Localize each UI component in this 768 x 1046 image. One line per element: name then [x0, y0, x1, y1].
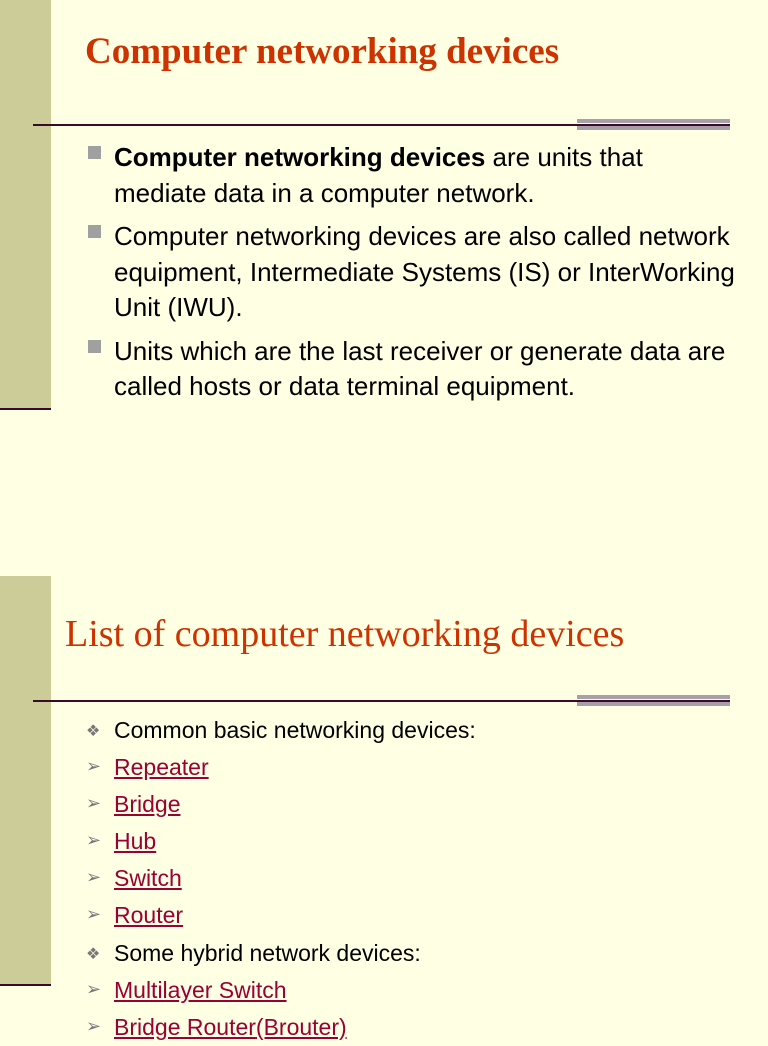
side-accent-bar: [0, 0, 51, 408]
multilayer-switch-link[interactable]: Multilayer Switch: [114, 976, 287, 1003]
router-link[interactable]: Router: [114, 902, 184, 929]
hub-link[interactable]: Hub: [114, 828, 157, 855]
bridge-router-link[interactable]: Bridge Router: [114, 1013, 256, 1040]
list-heading-text: Some hybrid network devices:: [114, 939, 421, 966]
bullet-item: [86, 140, 736, 211]
side-accent-bar: [0, 576, 51, 986]
repeater-link[interactable]: Repeater: [114, 754, 209, 781]
list-item: [86, 823, 736, 860]
list-heading: [86, 935, 736, 972]
arrow-bullet-icon: ➢: [86, 867, 102, 889]
arrow-bullet-icon: ➢: [86, 756, 102, 778]
bullet-text: are units that mediate data in a computer network.: [114, 142, 643, 208]
bullet-item: [86, 334, 736, 405]
diamond-bullet-icon: ❖: [86, 943, 101, 963]
list-item: [86, 860, 736, 897]
slide-1-title: Computer networking devices: [85, 31, 560, 72]
square-bullet-icon: [88, 146, 101, 159]
slide-2-title: List of computer networking devices: [65, 613, 625, 655]
list-item: [86, 749, 736, 786]
list-heading: [86, 712, 736, 749]
arrow-bullet-icon: ➢: [86, 1015, 102, 1037]
bridge-link[interactable]: Bridge: [114, 791, 181, 818]
list-heading-text: Common basic networking devices:: [114, 717, 476, 743]
brouter-link[interactable]: (Brouter): [255, 1013, 347, 1040]
title-divider-accent: [577, 695, 730, 709]
bullet-text: Computer networking devices are also called network equipment, Intermediate Systems (IS) or InterWorking Unit (IWU).: [114, 221, 735, 322]
bullet-bold-term: Computer networking devices: [114, 142, 486, 172]
side-accent-underline: [0, 984, 51, 986]
square-bullet-icon: [88, 225, 101, 238]
slide-2: [0, 576, 768, 1040]
switch-link[interactable]: Switch: [114, 865, 182, 892]
title-divider-accent: [577, 119, 730, 133]
list-item: [86, 786, 736, 823]
arrow-bullet-icon: ➢: [86, 830, 102, 852]
arrow-bullet-icon: ➢: [86, 904, 102, 926]
list-item: [86, 972, 736, 1009]
bullet-text: Units which are the last receiver or generate data are called hosts or data terminal equipment.: [114, 335, 726, 401]
side-accent-underline: [0, 408, 51, 410]
device-list: [86, 712, 736, 1046]
list-item: [86, 1009, 736, 1046]
diamond-bullet-icon: ❖: [86, 721, 101, 740]
arrow-bullet-icon: ➢: [86, 793, 102, 815]
arrow-bullet-icon: ➢: [86, 978, 102, 1000]
slide-1-bullet-list: [86, 140, 736, 413]
square-bullet-icon: [88, 340, 101, 353]
bullet-item: [86, 219, 736, 326]
list-item: [86, 897, 736, 934]
